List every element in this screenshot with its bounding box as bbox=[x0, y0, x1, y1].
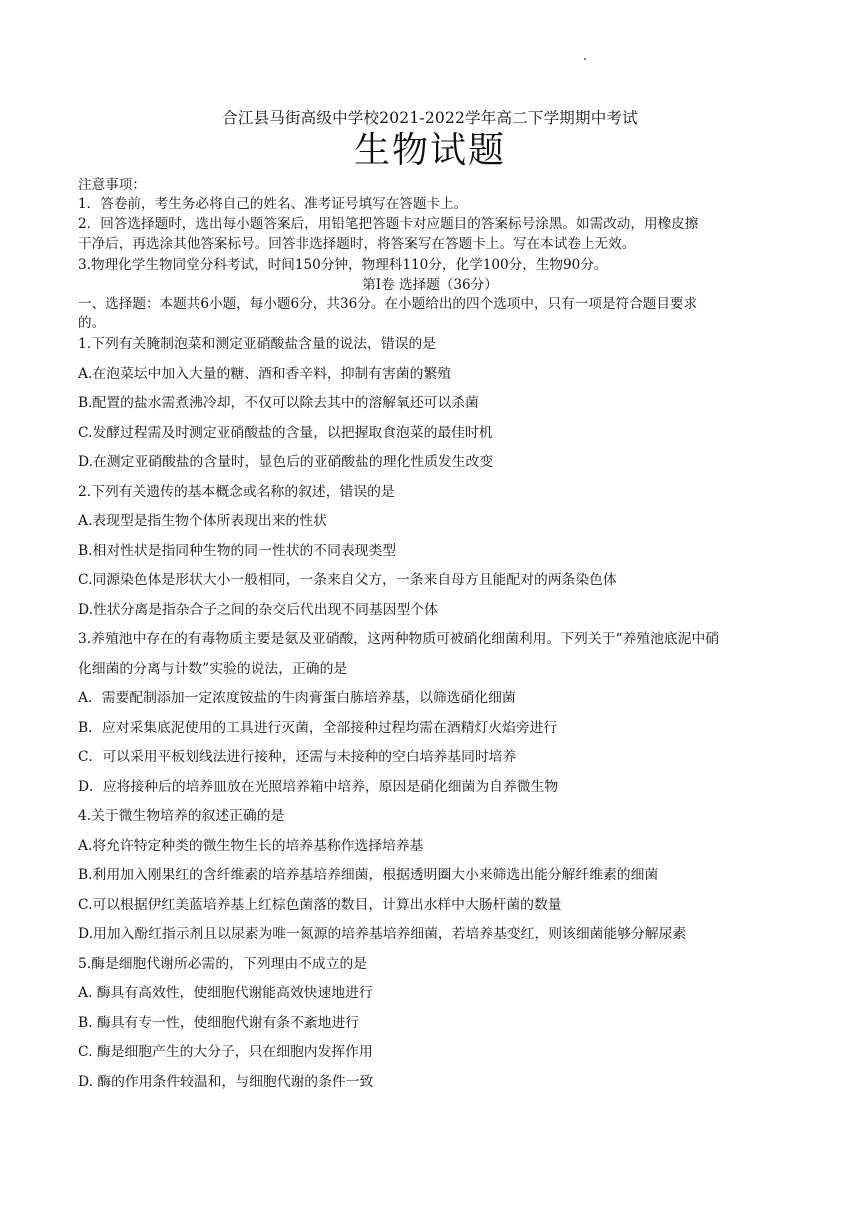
question-option: A.表现型是指生物个体所表现出来的性状 bbox=[78, 513, 327, 529]
question-option: C.发酵过程需及时测定亚硝酸盐的含量，以把握取食泡菜的最佳时机 bbox=[78, 425, 493, 441]
question-stem: 4.关于微生物培养的叙述正确的是 bbox=[78, 808, 285, 824]
question-option: D.在测定亚硝酸盐的含量时，显色后的亚硝酸盐的理化性质发生改变 bbox=[78, 454, 494, 470]
question-option: B.配置的盐水需煮沸冷却，不仅可以除去其中的溶解氧还可以杀菌 bbox=[78, 395, 479, 411]
question-option: A.将允许特定种类的微生物生长的培养基称作选择培养基 bbox=[78, 838, 424, 854]
question-option: C.同源染色体是形状大小一般相同，一条来自父方，一条来自母方且能配对的两条染色体 bbox=[78, 572, 617, 588]
subject-title: 生物试题 bbox=[353, 130, 506, 171]
question-option: D.用加入酚红指示剂且以尿素为唯一氮源的培养基培养细菌，若培养基变红，则该细菌能够分解尿素 bbox=[78, 926, 687, 942]
question-stem: 1.下列有关腌制泡菜和测定亚硝酸盐含量的说法，错误的是 bbox=[78, 336, 437, 352]
notice-heading: 注意事项： bbox=[78, 177, 146, 193]
school-title: 合江县马街高级中学校2021-2022学年高二下学期期中考试 bbox=[222, 109, 638, 127]
section-instruction: 一、选择题：本题共6小题，每小题6分，共36分。在小题给出的四个选项中，只有一项是符合题目要求 bbox=[78, 296, 698, 312]
question-option: D.性状分离是指杂合子之间的杂交后代出现不同基因型个体 bbox=[78, 602, 438, 618]
page-mark bbox=[584, 58, 586, 60]
question-option: B.利用加入刚果红的含纤维素的培养基培养细菌，根据透明圈大小来筛选出能分解纤维素的细菌 bbox=[78, 867, 659, 883]
question-option: A. 酶具有高效性，使细胞代谢能高效快速地进行 bbox=[78, 985, 373, 1001]
question-option: A．需要配制添加一定浓度铵盐的牛肉膏蛋白胨培养基，以筛选硝化细菌 bbox=[78, 690, 516, 706]
notice-item: 2．回答选择题时，选出每小题答案后，用铅笔把答题卡对应题目的答案标号涂黑。如需改动，用橡皮擦 bbox=[78, 216, 699, 232]
question-stem: 化细菌的分离与计数”实验的说法，正确的是 bbox=[78, 661, 348, 677]
question-stem: 2.下列有关遗传的基本概念或名称的叙述，错误的是 bbox=[78, 484, 395, 500]
question-option: B．应对采集底泥使用的工具进行灭菌，全部接种过程均需在酒精灯火焰旁进行 bbox=[78, 720, 558, 736]
notice-item: 3.物理化学生物同堂分科考试，时间150分钟，物理科110分，化学100分，生物90分。 bbox=[78, 257, 608, 273]
question-stem: 5.酶是细胞代谢所必需的，下列理由不成立的是 bbox=[78, 956, 368, 972]
question-option: D. 酶的作用条件较温和，与细胞代谢的条件一致 bbox=[78, 1074, 374, 1090]
notice-item: 干净后，再选涂其他答案标号。回答非选择题时，将答案写在答题卡上。写在本试卷上无效。 bbox=[78, 236, 636, 252]
section-instruction: 的。 bbox=[78, 315, 106, 331]
question-stem: 3.养殖池中存在的有毒物质主要是氨及亚硝酸，这两种物质可被硝化细菌利用。下列关于“养殖池底泥中硝 bbox=[78, 631, 720, 647]
question-option: D．应将接种后的培养皿放在光照培养箱中培养，原因是硝化细菌为自养微生物 bbox=[78, 779, 559, 795]
question-option: A.在泡菜坛中加入大量的糖、酒和香辛料，抑制有害菌的繁殖 bbox=[78, 366, 452, 382]
notice-item: 1．答卷前，考生务必将自己的姓名、准考证号填写在答题卡上。 bbox=[78, 196, 468, 212]
question-option: B. 酶具有专一性，使细胞代谢有条不紊地进行 bbox=[78, 1015, 360, 1031]
question-option: B.相对性状是指同种生物的同一性状的不同表现类型 bbox=[78, 543, 397, 559]
question-option: C.可以根据伊红美蓝培养基上红棕色菌落的数目，计算出水样中大肠杆菌的数量 bbox=[78, 897, 562, 913]
question-option: C．可以采用平板划线法进行接种，还需与未接种的空白培养基同时培养 bbox=[78, 749, 517, 765]
section-title: 第Ⅰ卷 选择题（36分） bbox=[362, 277, 498, 293]
question-option: C. 酶是细胞产生的大分子，只在细胞内发挥作用 bbox=[78, 1044, 373, 1060]
